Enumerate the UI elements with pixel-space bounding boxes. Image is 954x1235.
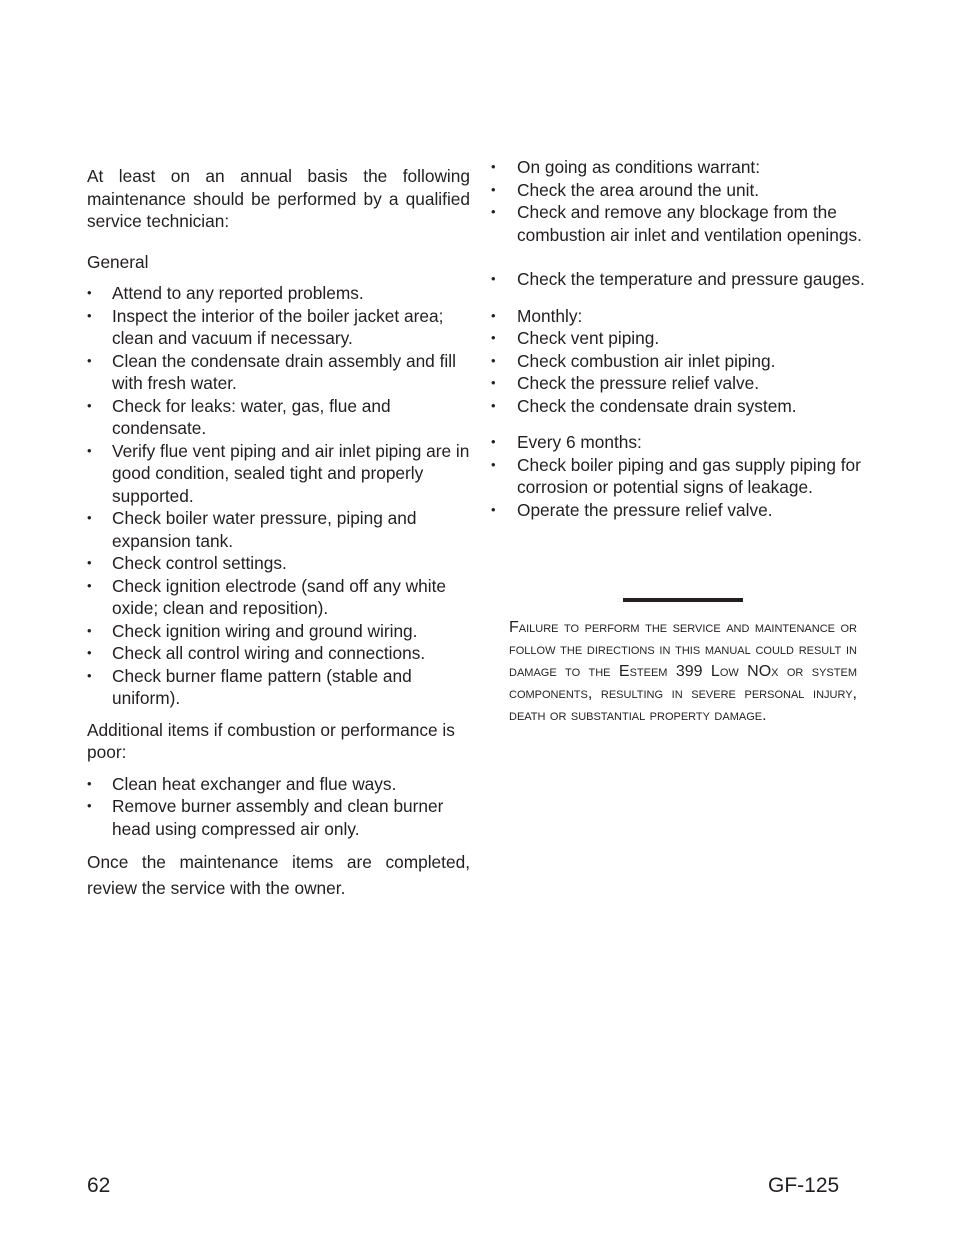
list-item: • Clean the condensate drain assembly and fill with fresh water. [87, 350, 470, 395]
list-item: • Inspect the interior of the boiler jacket area; clean and vacuum if necessary. [87, 305, 470, 350]
list-item: • Check boiler water pressure, piping and expansion tank. [87, 507, 470, 552]
warning-text: Failure to perform the service and maintenance or follow the directions in this manual could result in damage to the Esteem 399 Low NOx or system components, resulting in severe personal injury, death or substantial property damage. [509, 619, 857, 724]
list-item: • Remove burner assembly and clean burner head using compressed air only. [87, 795, 470, 840]
gauge-list [490, 268, 870, 291]
list-item: • Attend to any reported problems. [87, 282, 470, 305]
warning-divider [623, 598, 743, 602]
list-item: • Check burner flame pattern (stable and uniform). [87, 665, 470, 710]
closing-paragraph: Once the maintenance items are completed, review the service with the owner. [87, 852, 470, 898]
list-item: • Check ignition wiring and ground wiring. [87, 620, 470, 643]
list-item: • Check the condensate drain system. [490, 395, 870, 418]
general-list [87, 282, 470, 710]
page-number: 62 [87, 1174, 111, 1197]
list-item: • Monthly: [490, 305, 870, 328]
list-item: • Clean heat exchanger and flue ways. [87, 773, 470, 796]
list-item: • Check for leaks: water, gas, flue and condensate. [87, 395, 470, 440]
list-item: • Check combustion air inlet piping. [490, 350, 870, 373]
list-item: • Check the temperature and pressure gauges. [490, 268, 870, 291]
additional-list [87, 773, 470, 841]
list-item: • Check vent piping. [490, 327, 870, 350]
list-item: • Check all control wiring and connections. [87, 642, 470, 665]
list-item: • Check control settings. [87, 552, 470, 575]
list-item: • On going as conditions warrant: [490, 156, 870, 179]
list-item: • Check boiler piping and gas supply piping for corrosion or potential signs of leakage. [490, 454, 870, 499]
monthly-list [490, 305, 870, 418]
left-column [87, 165, 470, 901]
six-month-list [490, 431, 870, 521]
intro-paragraph: At least on an annual basis the following maintenance should be performed by a qualified service technician: [87, 166, 470, 231]
additional-heading: Additional items if combustion or performance is poor: [87, 719, 455, 762]
list-item: • Check ignition electrode (sand off any white oxide; clean and reposition). [87, 575, 470, 620]
list-item: • Every 6 months: [490, 431, 870, 454]
list-item: • Check the area around the unit. [490, 179, 870, 202]
list-item: • Operate the pressure relief valve. [490, 499, 870, 522]
right-column [490, 156, 870, 521]
list-item: • Check and remove any blockage from the combustion air inlet and ventilation openings. [490, 201, 870, 246]
general-heading: General [87, 251, 149, 272]
document-code: GF-125 [768, 1174, 840, 1197]
ongoing-list [490, 156, 870, 246]
list-item: • Check the pressure relief valve. [490, 372, 870, 395]
list-item: • Verify flue vent piping and air inlet piping are in good condition, sealed tight and properly supported. [87, 440, 470, 508]
